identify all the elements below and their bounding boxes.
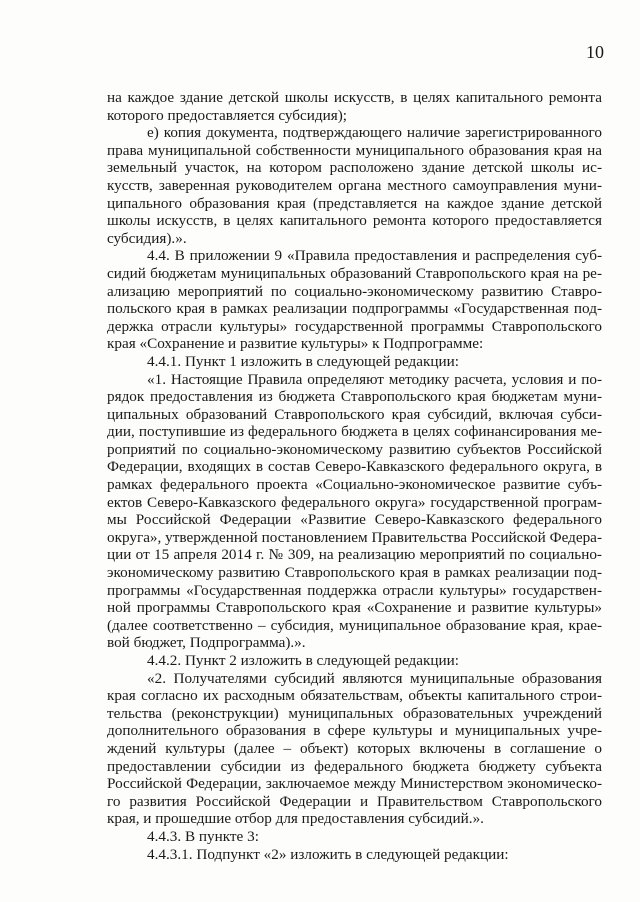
paragraph: на каждое здание детской школы искусств, в целях капитального ремонта которого предоставляется субсидия); — [107, 89, 602, 124]
paragraph: 4.4.3. В пункте 3: — [147, 827, 259, 845]
paragraph: е) копия документа, подтверждающего наличие зарегистрированного права муниципальной собственности муниципального образования края на земельный участок, на котором расположено здание детской школы искусств, заверенная руководителем органа местного самоуправления муниципального образования края (представляется на каждое здание детской школы искусств, в целях капитального ремонта которого предоставляется субсидия).». — [107, 124, 602, 247]
paragraph: 4.4. В приложении 9 «Правила предоставления и распределения субсидий бюджетам муниципальных образований Ставропольского края на реализацию мероприятий по социально-экономическому развитию Ставропольского края в рамках реализации подпрограммы «Государственная поддержка отрасли культуры» государственной программы Ставропольского края «Сохранение и развитие культуры» к Подпрограмме: — [107, 247, 602, 353]
paragraph: «1. Настоящие Правила определяют методику расчета, условия и порядок предоставления из бюджета Ставропольского края бюджетам муниципальных образований Ставропольского края субсидий, включая субсидии, поступившие из федерального бюджета в целях софинансирования мероприятий по социально-экономическому развитию субъектов Российской Федерации, входящих в состав Северо-Кавказского федерального округа, в рамках федерального проекта «Социально-экономическое развитие субъектов Северо-Кавказского федерального округа» государственной программы Российской Федерации «Развитие Северо-Кавказского федерального округа», утвержденной постановлением Правительства Российской Федерации от 15 апреля 2014 г. № 309, на реализацию мероприятий по социально-экономическому развитию Ставропольского края в рамках реализации подпрограммы «Государственная поддержка отрасли культуры» государственной программы Ставропольского края «Сохранение и развитие культуры» (далее соответственно – субсидия, муниципальное образование края, краевой бюджет, Подпрограмма).». — [107, 370, 602, 652]
paragraph: 4.4.3.1. Подпункт «2» изложить в следующей редакции: — [147, 845, 509, 863]
page-number: 10 — [586, 42, 604, 62]
document-body — [107, 89, 602, 863]
paragraph: «2. Получателями субсидий являются муниципальные образования края согласно их расходным обязательствам, объекты капитального строительства (реконструкции) муниципальных образовательных учреждений дополнительного образования в сфере культуры и муниципальных учреждений культуры (далее – объект) которых включены в соглашение о предоставлении субсидии из федерального бюджета бюджету субъекта Российской Федерации, заключаемое между Министерством экономического развития Российской Федерации и Правительством Ставропольского края, и прошедшие отбор для предоставления субсидий.». — [107, 669, 602, 828]
paragraph: 4.4.1. Пункт 1 изложить в следующей редакции: — [147, 352, 460, 370]
paragraph: 4.4.2. Пункт 2 изложить в следующей редакции: — [147, 652, 460, 669]
